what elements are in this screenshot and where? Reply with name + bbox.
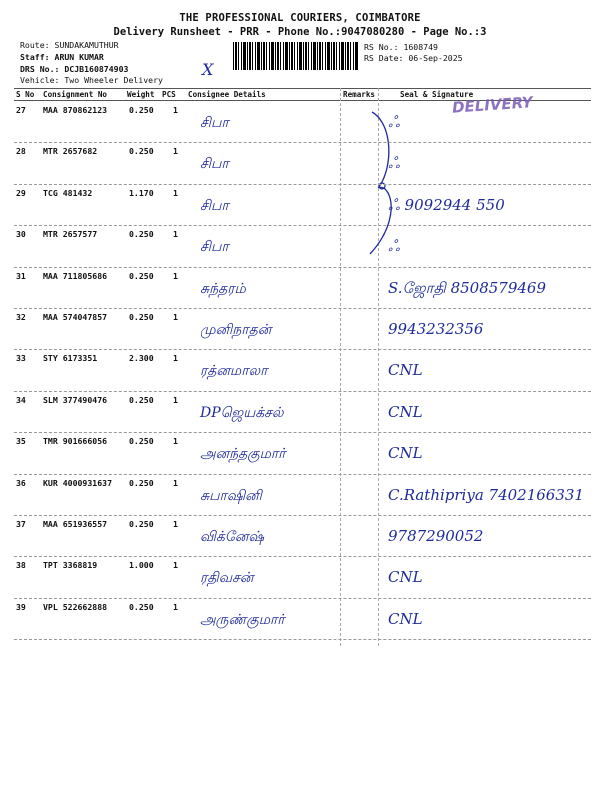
vehicle-label: Vehicle: — [20, 75, 60, 85]
row-consignee-handwritten: முனிநாதன் — [200, 322, 272, 338]
vehicle-info — [20, 75, 163, 86]
route-info — [20, 40, 119, 51]
col-seal-signature: Seal & Signature — [400, 90, 474, 99]
row-weight: 1.000 — [129, 560, 154, 571]
row-weight: 0.250 — [129, 229, 154, 240]
row-consignment-no: VPL 522662888 — [43, 601, 108, 612]
row-weight: 0.250 — [129, 477, 154, 488]
row-seal-signature: CNL — [388, 568, 423, 587]
row-sno: 34 — [16, 394, 26, 405]
row-consignment-no: MAA 574047857 — [43, 312, 108, 322]
rs-date-label: RS Date: — [364, 53, 404, 63]
row-pcs: 1 — [173, 105, 178, 115]
row-consignee-handwritten: அனந்தகுமார் — [200, 446, 286, 463]
drs-info — [20, 64, 128, 75]
row-weight: 0.250 — [129, 105, 154, 115]
row-sno: 30 — [16, 229, 26, 240]
staff-label: Staff: — [20, 52, 50, 62]
row-sno: 27 — [16, 105, 26, 115]
row-consignee-handwritten: சிபா — [200, 115, 229, 131]
route-label: Route: — [20, 40, 50, 50]
row-weight: 0.250 — [129, 519, 154, 529]
row-weight: 2.300 — [129, 353, 154, 364]
row-sno: 38 — [16, 560, 26, 571]
row-pcs: 1 — [173, 560, 178, 571]
row-seal-signature: CNL — [388, 402, 423, 421]
row-consignment-no: TMR 901666056 — [43, 436, 108, 447]
row-consignee-handwritten: சிபா — [200, 197, 229, 214]
col-consignee: Consignee Details — [188, 90, 266, 99]
row-seal-signature: ஃ 9092944 550 — [388, 195, 505, 214]
row-sno: 32 — [16, 312, 26, 322]
row-pcs: 1 — [173, 436, 178, 447]
row-consignee-handwritten: ரதிவசன் — [200, 570, 254, 587]
row-seal-signature: ஃ — [388, 237, 400, 256]
row-consignee-handwritten: சிபா — [200, 239, 229, 256]
row-sno: 29 — [16, 187, 26, 198]
row-consignment-no: TCG 481432 — [43, 187, 93, 198]
rs-no-label: RS No.: — [364, 42, 399, 52]
row-seal-signature: CNL — [388, 361, 423, 380]
row-separator — [14, 225, 591, 226]
row-seal-signature: CNL — [388, 444, 423, 463]
row-sno: 37 — [16, 519, 26, 529]
row-separator — [14, 598, 591, 599]
rs-no-value: 1608749 — [403, 42, 438, 52]
rs-date-value: 06-Sep-2025 — [408, 53, 463, 63]
x-mark: X — [202, 60, 214, 79]
row-pcs: 1 — [173, 270, 178, 281]
col-sno: S No — [16, 90, 35, 99]
row-sno: 39 — [16, 601, 26, 612]
row-consignee-handwritten: சுந்தரம் — [200, 280, 246, 297]
row-consignment-no: MTR 2657682 — [43, 146, 98, 157]
row-separator — [14, 142, 591, 143]
vehicle-value: Two Wheeler Delivery — [64, 75, 163, 85]
row-pcs: 1 — [173, 519, 178, 529]
row-consignee-handwritten: விக்னேஷ் — [200, 529, 265, 545]
row-sno: 35 — [16, 436, 26, 447]
row-seal-signature: ஃ — [388, 113, 400, 131]
row-consignment-no: MAA 870862123 — [43, 105, 108, 115]
rs-date-info — [364, 53, 463, 64]
row-seal-signature: CNL — [388, 609, 423, 628]
row-seal-signature: S.ஜோதி 8508579469 — [388, 278, 546, 297]
row-pcs: 1 — [173, 187, 178, 198]
row-pcs: 1 — [173, 312, 178, 322]
row-pcs: 1 — [173, 353, 178, 364]
route-value: SUNDAKAMUTHUR — [54, 40, 119, 50]
row-pcs: 1 — [173, 601, 178, 612]
row-weight: 0.250 — [129, 601, 154, 612]
row-seal-signature: 9943232356 — [388, 320, 484, 338]
row-consignment-no: MTR 2657577 — [43, 229, 98, 240]
drs-label: DRS No.: — [20, 64, 60, 74]
header-top-rule — [14, 88, 591, 89]
row-consignee-handwritten: சுபாஷினி — [200, 487, 262, 504]
row-weight: 0.250 — [129, 312, 154, 322]
row-separator — [14, 639, 591, 640]
barcode — [233, 42, 359, 70]
staff-info — [20, 52, 104, 63]
col-weight: Weight — [127, 90, 155, 99]
row-consignment-no: MAA 651936557 — [43, 519, 108, 529]
row-sno: 31 — [16, 270, 26, 281]
row-weight: 0.250 — [129, 394, 154, 405]
row-weight: 1.170 — [129, 187, 154, 198]
col-consignment: Consignment No — [43, 90, 108, 99]
row-consignee-handwritten: அருண்குமார் — [200, 611, 285, 628]
row-consignment-no: TPT 3368819 — [43, 560, 98, 571]
row-consignee-handwritten: ரத்னமாலா — [200, 363, 268, 380]
row-consignee-handwritten: DPஜெயக்சல் — [200, 404, 284, 421]
row-pcs: 1 — [173, 146, 178, 157]
row-weight: 0.250 — [129, 146, 154, 157]
row-consignment-no: MAA 711805686 — [43, 270, 108, 281]
runsheet-title: Delivery Runsheet - PRR - Phone No.:9047080280 - Page No.:3 — [113, 26, 487, 38]
row-seal-signature: C.Rathipriya 7402166331 — [388, 485, 584, 504]
col-pcs: PCS — [162, 90, 176, 99]
row-separator — [14, 308, 591, 309]
row-pcs: 1 — [173, 229, 178, 240]
row-weight: 0.250 — [129, 436, 154, 447]
row-weight: 0.250 — [129, 270, 154, 281]
row-separator — [14, 474, 591, 475]
row-separator — [14, 515, 591, 516]
row-separator — [14, 556, 591, 557]
rs-no-info — [364, 42, 438, 53]
row-seal-signature: 9787290052 — [388, 527, 484, 545]
row-separator — [14, 349, 591, 350]
company-name: THE PROFESSIONAL COURIERS, COIMBATORE — [179, 12, 421, 24]
delivery-stamp: DELIVERY — [451, 93, 534, 117]
row-consignment-no: SLM 377490476 — [43, 394, 108, 405]
row-separator — [14, 184, 591, 185]
row-consignee-handwritten: சிபா — [200, 156, 229, 173]
row-separator — [14, 391, 591, 392]
row-pcs: 1 — [173, 394, 178, 405]
row-consignment-no: KUR 4000931637 — [43, 477, 113, 488]
drs-value: DCJB160874903 — [64, 64, 129, 74]
staff-value: ARUN KUMAR — [54, 52, 104, 62]
row-separator — [14, 432, 591, 433]
row-sno: 28 — [16, 146, 26, 157]
remarks-divider — [340, 88, 341, 646]
row-sno: 33 — [16, 353, 26, 364]
row-sno: 36 — [16, 477, 26, 488]
row-consignment-no: STY 6173351 — [43, 353, 98, 364]
row-seal-signature: ஃ — [388, 154, 400, 173]
col-remarks: Remarks — [343, 90, 376, 99]
row-separator — [14, 267, 591, 268]
row-pcs: 1 — [173, 477, 178, 488]
